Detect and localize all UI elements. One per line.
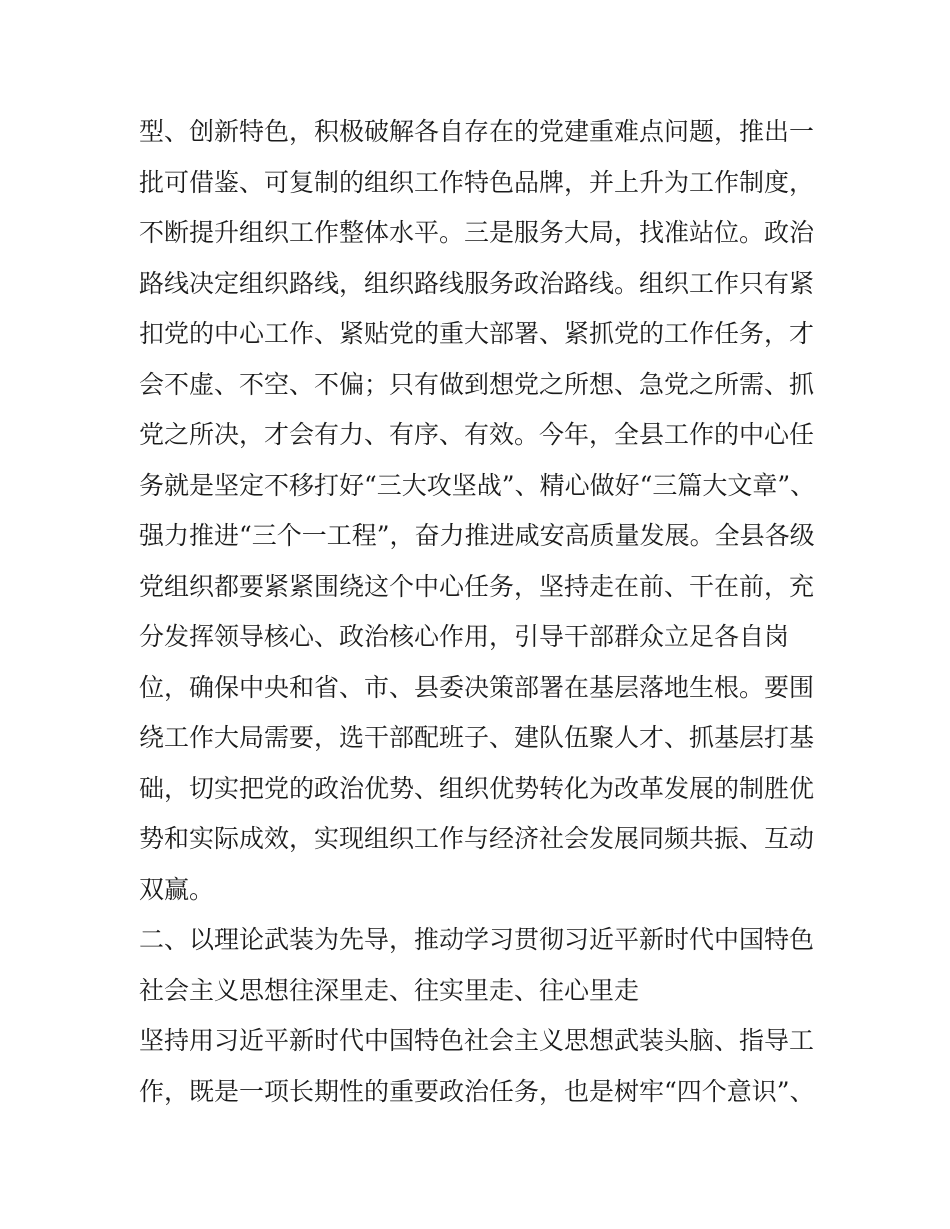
text-line: 扣党的中心工作、紧贴党的重大部署、紧抓党的工作任务，才 bbox=[139, 319, 815, 348]
text-line: 型、创新特色，积极破解各自存在的党建重难点问题，推出一 bbox=[139, 117, 815, 146]
text-line: 绕工作大局需要，选干部配班子、建队伍聚人才、抓基层打基 bbox=[139, 723, 815, 752]
section-heading: 社会主义思想往深里走、往实里走、往心里走 bbox=[139, 975, 640, 1005]
text-line: 务就是坚定不移打好“三大攻坚战”、精心做好“三篇大文章”、 bbox=[139, 470, 816, 500]
text-line: 双赢。 bbox=[139, 874, 215, 904]
section-heading: 二、以理论武装为先导，推动学习贯彻习近平新时代中国特色 bbox=[139, 925, 815, 954]
text-line: 党组织都要紧紧围绕这个中心任务，坚持走在前、干在前，充 bbox=[139, 571, 815, 601]
body-text bbox=[139, 107, 819, 1117]
text-line: 分发挥领导核心、政治核心作用，引导干部群众立足各自岗 bbox=[139, 622, 790, 651]
text-line: 不断提升组织工作整体水平。三是服务大局，找准站位。政治 bbox=[139, 218, 815, 247]
text-line: 坚持用习近平新时代中国特色社会主义思想武装头脑、指导工 bbox=[139, 1026, 815, 1055]
text-line: 础，切实把党的政治优势、组织优势转化为改革发展的制胜优 bbox=[139, 773, 815, 803]
text-line: 党之所决，才会有力、有序、有效。今年，全县工作的中心任 bbox=[139, 420, 815, 449]
text-line: 路线决定组织路线，组织路线服务政治路线。组织工作只有紧 bbox=[139, 268, 815, 298]
text-line: 批可借鉴、可复制的组织工作特色品牌，并上升为工作制度， bbox=[139, 167, 815, 197]
text-line: 势和实际成效，实现组织工作与经济社会发展同频共振、互动 bbox=[139, 824, 815, 853]
text-line: 会不虚、不空、不偏；只有做到想党之所想、急党之所需、抓 bbox=[139, 369, 815, 399]
text-line: 作，既是一项长期性的重要政治任务，也是树牢“四个意识”、 bbox=[139, 1076, 815, 1106]
text-line: 位，确保中央和省、市、县委决策部署在基层落地生根。要围 bbox=[139, 672, 815, 702]
text-line: 强力推进“三个一工程”，奋力推进咸安高质量发展。全县各级 bbox=[139, 521, 815, 550]
